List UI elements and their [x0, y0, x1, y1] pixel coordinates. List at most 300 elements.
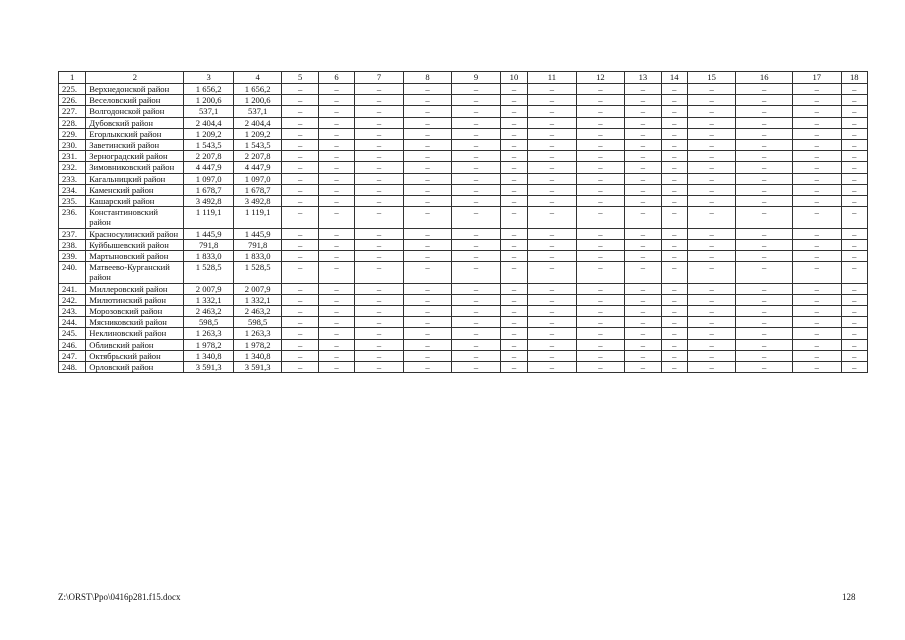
district-name: Егорлыкский район: [86, 128, 184, 139]
empty-value-dash: –: [576, 117, 625, 128]
value-col-4: 4 447,9: [233, 162, 282, 173]
empty-value-dash: –: [687, 95, 736, 106]
empty-value-dash: –: [282, 196, 318, 207]
empty-value-dash: –: [500, 184, 527, 195]
value-col-3: 1 833,0: [184, 251, 234, 262]
empty-value-dash: –: [528, 184, 577, 195]
empty-value-dash: –: [500, 350, 527, 361]
empty-value-dash: –: [793, 262, 842, 283]
value-col-4: 1 656,2: [233, 84, 282, 95]
empty-value-dash: –: [528, 140, 577, 151]
empty-value-dash: –: [355, 84, 404, 95]
page-number: 128: [842, 592, 856, 602]
row-number: 247.: [59, 350, 86, 361]
empty-value-dash: –: [687, 362, 736, 373]
empty-value-dash: –: [661, 228, 687, 239]
district-name: Октябрьский район: [86, 350, 184, 361]
empty-value-dash: –: [500, 117, 527, 128]
empty-value-dash: –: [318, 196, 354, 207]
empty-value-dash: –: [528, 339, 577, 350]
empty-value-dash: –: [355, 196, 404, 207]
column-header: 18: [841, 72, 867, 84]
row-number: 232.: [59, 162, 86, 173]
empty-value-dash: –: [500, 95, 527, 106]
column-header: 12: [576, 72, 625, 84]
empty-value-dash: –: [736, 184, 793, 195]
empty-value-dash: –: [452, 362, 501, 373]
empty-value-dash: –: [687, 328, 736, 339]
empty-value-dash: –: [793, 184, 842, 195]
column-header: 4: [233, 72, 282, 84]
empty-value-dash: –: [841, 317, 867, 328]
empty-value-dash: –: [355, 362, 404, 373]
table-row: [59, 339, 868, 350]
empty-value-dash: –: [736, 239, 793, 250]
empty-value-dash: –: [282, 228, 318, 239]
empty-value-dash: –: [841, 151, 867, 162]
empty-value-dash: –: [528, 196, 577, 207]
empty-value-dash: –: [282, 128, 318, 139]
value-col-3: 537,1: [184, 106, 234, 117]
empty-value-dash: –: [625, 328, 661, 339]
empty-value-dash: –: [318, 317, 354, 328]
empty-value-dash: –: [576, 283, 625, 294]
empty-value-dash: –: [355, 128, 404, 139]
empty-value-dash: –: [841, 128, 867, 139]
value-col-4: 1 119,1: [233, 207, 282, 228]
table-row: [59, 328, 868, 339]
empty-value-dash: –: [318, 339, 354, 350]
empty-value-dash: –: [687, 239, 736, 250]
table-row: [59, 196, 868, 207]
empty-value-dash: –: [452, 328, 501, 339]
empty-value-dash: –: [687, 251, 736, 262]
empty-value-dash: –: [841, 95, 867, 106]
district-name: Морозовский район: [86, 306, 184, 317]
empty-value-dash: –: [625, 306, 661, 317]
district-name: Обливский район: [86, 339, 184, 350]
empty-value-dash: –: [452, 151, 501, 162]
empty-value-dash: –: [403, 317, 452, 328]
empty-value-dash: –: [500, 173, 527, 184]
empty-value-dash: –: [403, 362, 452, 373]
empty-value-dash: –: [625, 251, 661, 262]
empty-value-dash: –: [403, 84, 452, 95]
empty-value-dash: –: [661, 128, 687, 139]
empty-value-dash: –: [403, 339, 452, 350]
empty-value-dash: –: [282, 162, 318, 173]
row-number: 243.: [59, 306, 86, 317]
empty-value-dash: –: [355, 294, 404, 305]
empty-value-dash: –: [355, 306, 404, 317]
empty-value-dash: –: [528, 128, 577, 139]
value-col-4: 1 833,0: [233, 251, 282, 262]
column-header: 8: [403, 72, 452, 84]
district-name: Веселовский район: [86, 95, 184, 106]
empty-value-dash: –: [528, 317, 577, 328]
empty-value-dash: –: [841, 339, 867, 350]
empty-value-dash: –: [282, 283, 318, 294]
empty-value-dash: –: [528, 162, 577, 173]
empty-value-dash: –: [403, 283, 452, 294]
empty-value-dash: –: [793, 151, 842, 162]
empty-value-dash: –: [528, 251, 577, 262]
empty-value-dash: –: [687, 84, 736, 95]
empty-value-dash: –: [500, 207, 527, 228]
empty-value-dash: –: [841, 294, 867, 305]
row-number: 248.: [59, 362, 86, 373]
empty-value-dash: –: [793, 362, 842, 373]
empty-value-dash: –: [318, 251, 354, 262]
empty-value-dash: –: [841, 117, 867, 128]
empty-value-dash: –: [841, 350, 867, 361]
footer-file-path: Z:\ORST\Ppo\0416p281.f15.docx: [58, 592, 181, 602]
empty-value-dash: –: [625, 151, 661, 162]
empty-value-dash: –: [687, 228, 736, 239]
empty-value-dash: –: [355, 228, 404, 239]
empty-value-dash: –: [403, 95, 452, 106]
empty-value-dash: –: [687, 339, 736, 350]
value-col-4: 1 528,5: [233, 262, 282, 283]
empty-value-dash: –: [318, 306, 354, 317]
value-col-4: 1 097,0: [233, 173, 282, 184]
table-row: [59, 95, 868, 106]
table-row: [59, 317, 868, 328]
empty-value-dash: –: [500, 328, 527, 339]
empty-value-dash: –: [452, 84, 501, 95]
district-name: Дубовский район: [86, 117, 184, 128]
empty-value-dash: –: [403, 117, 452, 128]
district-name: Заветинский район: [86, 140, 184, 151]
empty-value-dash: –: [282, 262, 318, 283]
empty-value-dash: –: [687, 184, 736, 195]
empty-value-dash: –: [687, 262, 736, 283]
district-name: Мартыновский район: [86, 251, 184, 262]
value-col-4: 1 978,2: [233, 339, 282, 350]
table-row: [59, 117, 868, 128]
column-header: 6: [318, 72, 354, 84]
table-body: [59, 72, 868, 373]
empty-value-dash: –: [282, 151, 318, 162]
row-number: 233.: [59, 173, 86, 184]
empty-value-dash: –: [625, 84, 661, 95]
empty-value-dash: –: [576, 262, 625, 283]
empty-value-dash: –: [793, 306, 842, 317]
value-col-4: 791,8: [233, 239, 282, 250]
empty-value-dash: –: [661, 339, 687, 350]
empty-value-dash: –: [736, 196, 793, 207]
value-col-4: 1 263,3: [233, 328, 282, 339]
row-number: 237.: [59, 228, 86, 239]
table-row: [59, 362, 868, 373]
empty-value-dash: –: [452, 117, 501, 128]
column-header: 11: [528, 72, 577, 84]
empty-value-dash: –: [318, 362, 354, 373]
empty-value-dash: –: [736, 350, 793, 361]
row-number: 234.: [59, 184, 86, 195]
empty-value-dash: –: [625, 207, 661, 228]
empty-value-dash: –: [318, 239, 354, 250]
empty-value-dash: –: [793, 283, 842, 294]
empty-value-dash: –: [576, 362, 625, 373]
empty-value-dash: –: [793, 251, 842, 262]
empty-value-dash: –: [576, 84, 625, 95]
empty-value-dash: –: [528, 294, 577, 305]
column-header: 3: [184, 72, 234, 84]
empty-value-dash: –: [576, 339, 625, 350]
value-col-3: 1 528,5: [184, 262, 234, 283]
column-header: 7: [355, 72, 404, 84]
empty-value-dash: –: [793, 140, 842, 151]
value-col-3: 1 445,9: [184, 228, 234, 239]
empty-value-dash: –: [625, 162, 661, 173]
budget-table: [58, 71, 868, 373]
row-number: 228.: [59, 117, 86, 128]
table-row: [59, 228, 868, 239]
empty-value-dash: –: [500, 362, 527, 373]
empty-value-dash: –: [528, 151, 577, 162]
value-col-4: 537,1: [233, 106, 282, 117]
empty-value-dash: –: [355, 117, 404, 128]
district-name: Кагальницкий район: [86, 173, 184, 184]
empty-value-dash: –: [318, 207, 354, 228]
district-name: Красносулинский район: [86, 228, 184, 239]
empty-value-dash: –: [793, 162, 842, 173]
row-number: 229.: [59, 128, 86, 139]
empty-value-dash: –: [625, 339, 661, 350]
empty-value-dash: –: [452, 262, 501, 283]
value-col-3: 1 209,2: [184, 128, 234, 139]
empty-value-dash: –: [500, 251, 527, 262]
empty-value-dash: –: [661, 95, 687, 106]
value-col-3: 1 978,2: [184, 339, 234, 350]
value-col-3: 2 463,2: [184, 306, 234, 317]
value-col-4: 1 209,2: [233, 128, 282, 139]
empty-value-dash: –: [793, 294, 842, 305]
empty-value-dash: –: [355, 106, 404, 117]
district-name: Орловский район: [86, 362, 184, 373]
empty-value-dash: –: [403, 328, 452, 339]
value-col-3: 2 207,8: [184, 151, 234, 162]
empty-value-dash: –: [841, 239, 867, 250]
empty-value-dash: –: [661, 283, 687, 294]
empty-value-dash: –: [282, 362, 318, 373]
value-col-4: 2 404,4: [233, 117, 282, 128]
empty-value-dash: –: [793, 239, 842, 250]
empty-value-dash: –: [282, 306, 318, 317]
empty-value-dash: –: [452, 251, 501, 262]
empty-value-dash: –: [318, 350, 354, 361]
empty-value-dash: –: [736, 283, 793, 294]
empty-value-dash: –: [793, 207, 842, 228]
empty-value-dash: –: [452, 350, 501, 361]
row-number: 230.: [59, 140, 86, 151]
row-number: 246.: [59, 339, 86, 350]
empty-value-dash: –: [528, 239, 577, 250]
empty-value-dash: –: [687, 306, 736, 317]
table-row: [59, 173, 868, 184]
district-name: Милютинский район: [86, 294, 184, 305]
row-number: 244.: [59, 317, 86, 328]
empty-value-dash: –: [661, 362, 687, 373]
value-col-4: 1 543,5: [233, 140, 282, 151]
empty-value-dash: –: [452, 106, 501, 117]
empty-value-dash: –: [403, 251, 452, 262]
empty-value-dash: –: [403, 294, 452, 305]
empty-value-dash: –: [528, 106, 577, 117]
empty-value-dash: –: [500, 283, 527, 294]
empty-value-dash: –: [576, 128, 625, 139]
empty-value-dash: –: [403, 196, 452, 207]
empty-value-dash: –: [687, 317, 736, 328]
empty-value-dash: –: [500, 84, 527, 95]
empty-value-dash: –: [625, 184, 661, 195]
empty-value-dash: –: [841, 162, 867, 173]
empty-value-dash: –: [841, 362, 867, 373]
empty-value-dash: –: [736, 339, 793, 350]
district-name: Каменский район: [86, 184, 184, 195]
empty-value-dash: –: [576, 140, 625, 151]
empty-value-dash: –: [355, 151, 404, 162]
value-col-4: 1 332,1: [233, 294, 282, 305]
empty-value-dash: –: [282, 173, 318, 184]
empty-value-dash: –: [625, 95, 661, 106]
value-col-3: 1 332,1: [184, 294, 234, 305]
row-number: 227.: [59, 106, 86, 117]
empty-value-dash: –: [687, 151, 736, 162]
empty-value-dash: –: [355, 350, 404, 361]
table-row: [59, 207, 868, 228]
value-col-3: 2 404,4: [184, 117, 234, 128]
empty-value-dash: –: [841, 228, 867, 239]
empty-value-dash: –: [282, 328, 318, 339]
empty-value-dash: –: [841, 251, 867, 262]
column-header: 5: [282, 72, 318, 84]
empty-value-dash: –: [576, 173, 625, 184]
empty-value-dash: –: [452, 339, 501, 350]
empty-value-dash: –: [661, 251, 687, 262]
empty-value-dash: –: [841, 184, 867, 195]
empty-value-dash: –: [403, 106, 452, 117]
empty-value-dash: –: [687, 283, 736, 294]
empty-value-dash: –: [793, 339, 842, 350]
empty-value-dash: –: [736, 294, 793, 305]
column-header: 16: [736, 72, 793, 84]
empty-value-dash: –: [736, 262, 793, 283]
empty-value-dash: –: [282, 239, 318, 250]
empty-value-dash: –: [625, 283, 661, 294]
empty-value-dash: –: [841, 84, 867, 95]
empty-value-dash: –: [452, 128, 501, 139]
value-col-4: 3 492,8: [233, 196, 282, 207]
empty-value-dash: –: [528, 228, 577, 239]
empty-value-dash: –: [841, 196, 867, 207]
column-header: 13: [625, 72, 661, 84]
empty-value-dash: –: [625, 239, 661, 250]
empty-value-dash: –: [528, 306, 577, 317]
empty-value-dash: –: [576, 294, 625, 305]
empty-value-dash: –: [318, 173, 354, 184]
empty-value-dash: –: [282, 184, 318, 195]
empty-value-dash: –: [282, 350, 318, 361]
empty-value-dash: –: [661, 140, 687, 151]
empty-value-dash: –: [318, 151, 354, 162]
empty-value-dash: –: [736, 140, 793, 151]
empty-value-dash: –: [355, 328, 404, 339]
empty-value-dash: –: [793, 128, 842, 139]
value-col-3: 1 200,6: [184, 95, 234, 106]
empty-value-dash: –: [576, 350, 625, 361]
empty-value-dash: –: [528, 173, 577, 184]
empty-value-dash: –: [318, 162, 354, 173]
empty-value-dash: –: [576, 239, 625, 250]
empty-value-dash: –: [661, 207, 687, 228]
empty-value-dash: –: [500, 306, 527, 317]
empty-value-dash: –: [661, 162, 687, 173]
value-col-3: 1 678,7: [184, 184, 234, 195]
empty-value-dash: –: [576, 328, 625, 339]
empty-value-dash: –: [282, 294, 318, 305]
empty-value-dash: –: [736, 251, 793, 262]
empty-value-dash: –: [576, 106, 625, 117]
empty-value-dash: –: [736, 173, 793, 184]
empty-value-dash: –: [661, 196, 687, 207]
empty-value-dash: –: [355, 339, 404, 350]
table-row: [59, 128, 868, 139]
table-row: [59, 162, 868, 173]
empty-value-dash: –: [403, 306, 452, 317]
empty-value-dash: –: [452, 207, 501, 228]
empty-value-dash: –: [528, 350, 577, 361]
value-col-3: 1 097,0: [184, 173, 234, 184]
row-number: 225.: [59, 84, 86, 95]
table-row: [59, 151, 868, 162]
empty-value-dash: –: [736, 151, 793, 162]
empty-value-dash: –: [403, 184, 452, 195]
table-row: [59, 184, 868, 195]
empty-value-dash: –: [625, 196, 661, 207]
empty-value-dash: –: [736, 95, 793, 106]
empty-value-dash: –: [403, 228, 452, 239]
empty-value-dash: –: [452, 162, 501, 173]
value-col-3: 2 007,9: [184, 283, 234, 294]
empty-value-dash: –: [452, 184, 501, 195]
value-col-4: 1 445,9: [233, 228, 282, 239]
empty-value-dash: –: [500, 339, 527, 350]
empty-value-dash: –: [736, 117, 793, 128]
value-col-3: 4 447,9: [184, 162, 234, 173]
empty-value-dash: –: [625, 294, 661, 305]
empty-value-dash: –: [661, 350, 687, 361]
empty-value-dash: –: [500, 151, 527, 162]
empty-value-dash: –: [452, 306, 501, 317]
table-row: [59, 106, 868, 117]
empty-value-dash: –: [576, 196, 625, 207]
empty-value-dash: –: [793, 196, 842, 207]
empty-value-dash: –: [282, 251, 318, 262]
empty-value-dash: –: [793, 84, 842, 95]
district-name: Константиновский район: [86, 207, 184, 228]
column-header: 10: [500, 72, 527, 84]
empty-value-dash: –: [576, 207, 625, 228]
empty-value-dash: –: [355, 140, 404, 151]
table-row: [59, 239, 868, 250]
empty-value-dash: –: [528, 84, 577, 95]
district-name: Мясниковский район: [86, 317, 184, 328]
empty-value-dash: –: [576, 317, 625, 328]
empty-value-dash: –: [355, 184, 404, 195]
empty-value-dash: –: [736, 84, 793, 95]
